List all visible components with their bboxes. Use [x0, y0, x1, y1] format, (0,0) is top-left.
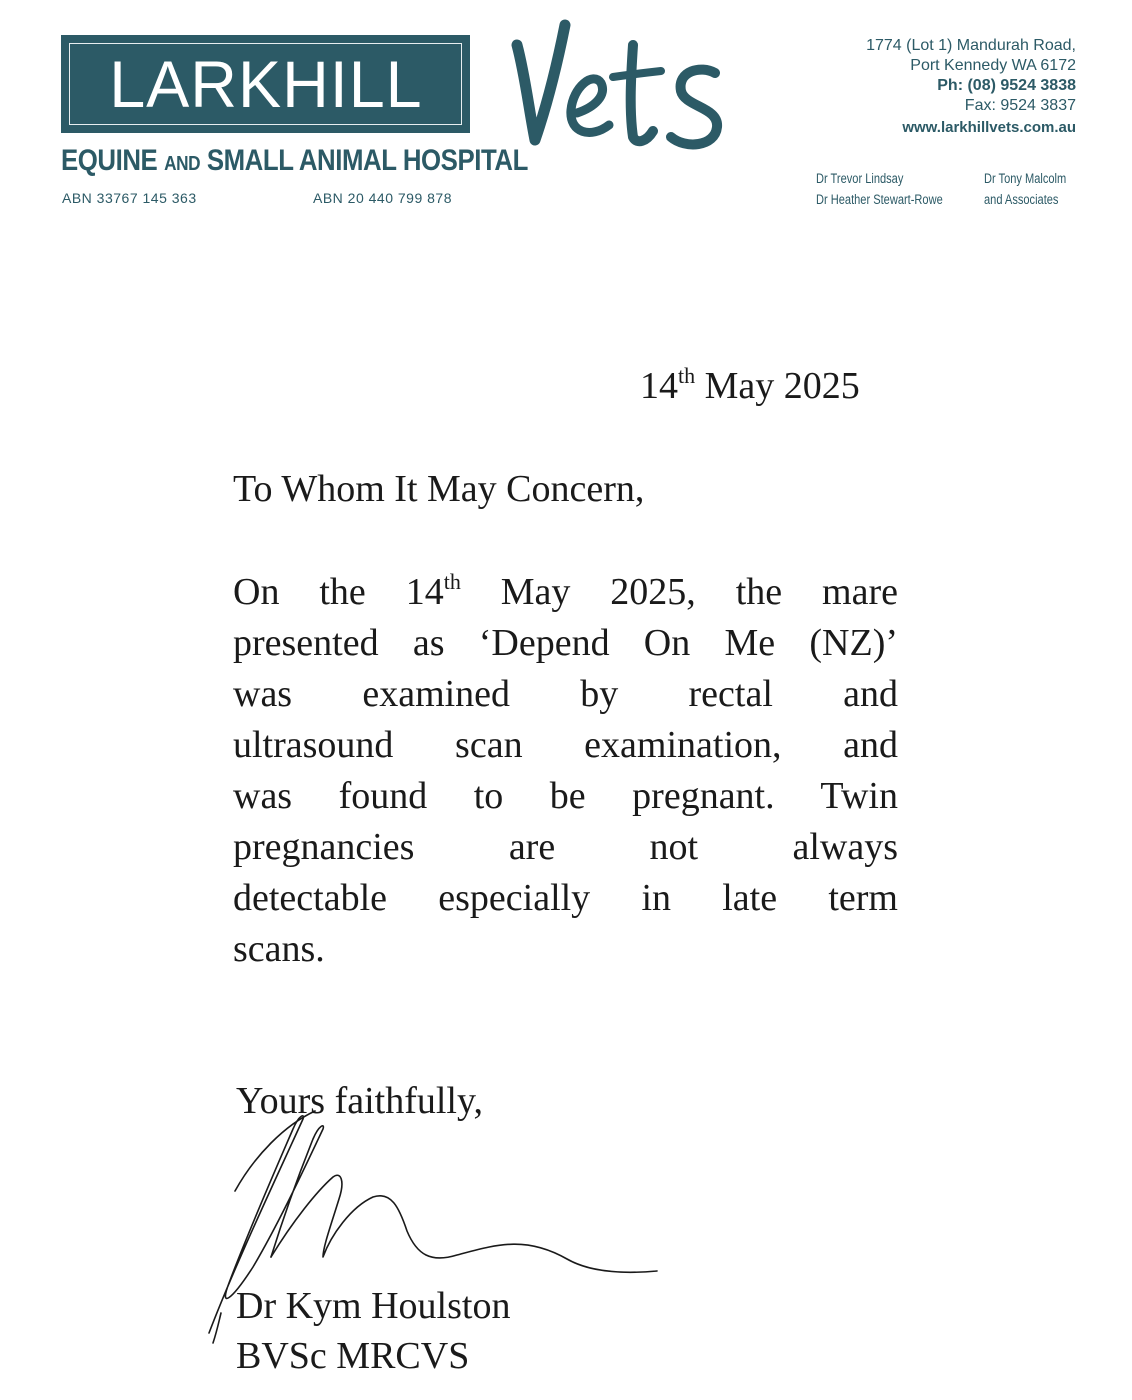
body-line: detectable especially in late term	[233, 877, 898, 919]
subtitle-hospital: SMALL ANIMAL HOSPITAL	[206, 144, 528, 177]
body-line-text: On the 14	[233, 571, 444, 613]
logo-frame	[69, 43, 462, 125]
doctor-name: Dr Trevor Lindsay	[816, 171, 904, 186]
phone-number: Ph: (08) 9524 3838	[937, 77, 1076, 94]
body-line-text: May 2025, the mare	[460, 571, 898, 613]
hospital-subtitle	[61, 144, 528, 178]
website-link[interactable]: www.larkhillvets.com.au	[902, 119, 1076, 136]
body-line: was examined by rectal and	[233, 673, 898, 715]
salutation: To Whom It May Concern,	[233, 468, 645, 510]
doctor-name: Dr Tony Malcolm	[984, 171, 1067, 186]
body-line: ultrasound scan examination, and	[233, 724, 898, 766]
date-suffix: th	[678, 363, 696, 388]
subtitle-and: AND	[164, 153, 201, 175]
body-line: pregnancies are not always	[233, 826, 898, 868]
date-day: 14	[640, 365, 678, 407]
logo-wordmark: LARKHILL	[108, 47, 423, 121]
body-line: was found to be pregnant. Twin	[233, 775, 898, 817]
subtitle-equine: EQUINE	[61, 144, 158, 177]
body-line: presented as ‘Depend On Me (NZ)’	[233, 622, 898, 664]
date-month-year: May 2025	[695, 365, 860, 407]
address-line-2: Port Kennedy WA 6172	[910, 57, 1076, 74]
body-line-sup: th	[443, 569, 461, 594]
doctor-name: Dr Heather Stewart-Rowe	[816, 192, 943, 207]
doctors-column-1	[816, 168, 943, 210]
abn-number-1: ABN 33767 145 363	[62, 190, 197, 206]
contact-block	[866, 36, 1076, 138]
body-line	[233, 567, 898, 618]
signer-qualifications: BVSc MRCVS	[236, 1335, 470, 1377]
letter-date	[640, 364, 860, 408]
body-line: scans.	[233, 928, 325, 970]
logo-box	[61, 35, 470, 133]
doctor-name: and Associates	[984, 192, 1059, 207]
signer-name: Dr Kym Houlston	[236, 1285, 511, 1327]
abn-number-2: ABN 20 440 799 878	[313, 190, 452, 206]
letter-body	[233, 567, 898, 975]
fax-number: Fax: 9524 3837	[964, 97, 1076, 114]
doctors-column-2	[984, 168, 1066, 210]
address-line-1: 1774 (Lot 1) Mandurah Road,	[866, 37, 1076, 54]
logo-script-vets	[505, 15, 740, 155]
closing: Yours faithfully,	[236, 1080, 484, 1122]
